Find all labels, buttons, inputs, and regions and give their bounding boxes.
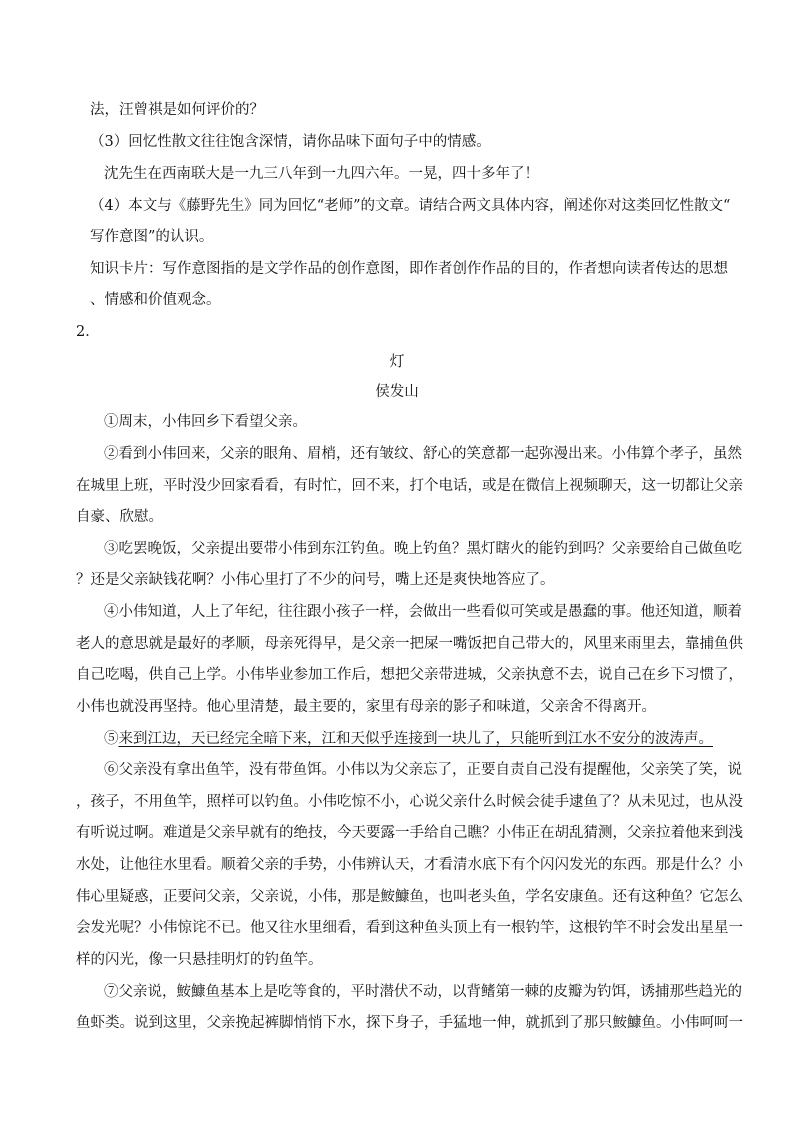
paragraph-6-line-2: ，孩子，不用鱼竿，照样可以钓鱼。小伟吃惊不小，心说父亲什么时候会徒手逮鱼了？从未见过，也从没 xyxy=(76,794,743,810)
paragraph-5-marker: ⑤ xyxy=(104,731,119,747)
paragraph-3-line-1: ③吃罢晚饭，父亲提出要带小伟到东江钓鱼。晚上钓鱼？黑灯瞎火的能钓到吗？父亲要给自己做鱼吃 xyxy=(104,541,742,557)
paragraph-6-line-1: ⑥父亲没有拿出鱼竿，没有带鱼饵。小伟以为父亲忘了，正要自责自己没有提醒他，父亲笑了笑，说 xyxy=(104,762,742,778)
question-3: （3）回忆性散文往往饱含深情，请你品味下面句子中的情感。 xyxy=(90,134,491,150)
question-4-line-1: （4）本文与《藤野先生》同为回忆“老师”的文章。请结合两文具体内容，阐述你对这类回忆性散文“ xyxy=(90,198,731,214)
question-tail: 法，汪曾祺是如何评价的？ xyxy=(90,102,264,118)
paragraph-4-line-2: 老人的意思就是最好的孝顺，母亲死得早，是父亲一把屎一嘴饭把自己带大的，风里来雨里去，靠捕鱼供 xyxy=(76,636,743,652)
knowledge-card-line-1: 知识卡片：写作意图指的是文学作品的创作意图，即作者创作作品的目的，作者想向读者传达的思想 xyxy=(90,261,728,277)
paragraph-6-line-6: 会发光呢？小伟惊诧不已。他又往水里细看，看到这种鱼头顶上有一根钓竿，这根钓竿不时会发出星星一 xyxy=(76,920,743,936)
paragraph-6-line-7: 样的闪光，像一只悬挂明灯的钓鱼竿。 xyxy=(76,952,323,968)
paragraph-2-line-3: 自豪、欣慰。 xyxy=(76,509,163,525)
paragraph-7-line-2: 鱼虾类。说到这里，父亲挽起裤脚悄悄下水，探下身子，手猛地一伸，就抓到了那只鮟鱇鱼。小伟呵呵一 xyxy=(76,1015,743,1031)
underlined-sentence: 来到江边，天已经完全暗下来，江和天似乎连接到一块儿了，只能听到江水不安分的波涛声。 xyxy=(118,731,713,747)
question-3-quote: 沈先生在西南联大是一九三八年到一九四六年。一晃，四十多年了！ xyxy=(104,166,539,182)
article-title: 灯 xyxy=(389,352,405,370)
paragraph-5 xyxy=(104,729,713,749)
question-number: 2． xyxy=(76,324,100,340)
paragraph-2-line-2: 在城里上班，平时没少回家看看，有时忙，回不来，打个电话，或是在微信上视频聊天，这一切都让父亲 xyxy=(76,478,743,494)
article-author: 侯发山 xyxy=(375,384,419,400)
question-4-line-2: 写作意图”的认识。 xyxy=(90,229,214,245)
knowledge-card-line-2: 、情感和价值观念。 xyxy=(90,292,221,308)
paragraph-3-line-2: ？还是父亲缺钱花啊？小伟心里打了不少的问号，嘴上还是爽快地答应了。 xyxy=(76,572,555,588)
paragraph-7-line-1: ⑦父亲说，鮟鱇鱼基本上是吃等食的，平时潜伏不动，以背鳍第一棘的皮瓣为钓饵，诱捕那些趋光的 xyxy=(104,984,742,1000)
paragraph-4-line-4: 小伟也就没再坚持。他心里清楚，最主要的，家里有母亲的影子和味道，父亲舍不得离开。 xyxy=(76,699,656,715)
paragraph-6-line-3: 有听说过啊。难道是父亲早就有的绝技，今天要露一手给自己瞧？小伟正在胡乱猜测，父亲拉着他来到浅 xyxy=(76,825,743,841)
paragraph-2-line-1: ②看到小伟回来，父亲的眼角、眉梢，还有皱纹、舒心的笑意都一起弥漫出来。小伟算个孝子，虽然 xyxy=(104,446,742,462)
paragraph-4-line-3: 自己吃喝，供自己上学。小伟毕业参加工作后，想把父亲带进城，父亲执意不去，说自己在乡下习惯了， xyxy=(76,667,743,683)
paragraph-1: ①周末，小伟回乡下看望父亲。 xyxy=(104,414,307,430)
paragraph-6-line-4: 水处，让他往水里看。顺着父亲的手势，小伟辨认天，才看清水底下有个闪闪发光的东西。那是什么？小 xyxy=(76,857,743,873)
paragraph-6-line-5: 伟心里疑惑，正要问父亲，父亲说，小伟，那是鮟鱇鱼，也叫老头鱼，学名安康鱼。还有这种鱼？它怎么 xyxy=(76,889,743,905)
paragraph-4-line-1: ④小伟知道，人上了年纪，往往跟小孩子一样，会做出一些看似可笑或是愚蠢的事。他还知道，顺着 xyxy=(104,604,742,620)
